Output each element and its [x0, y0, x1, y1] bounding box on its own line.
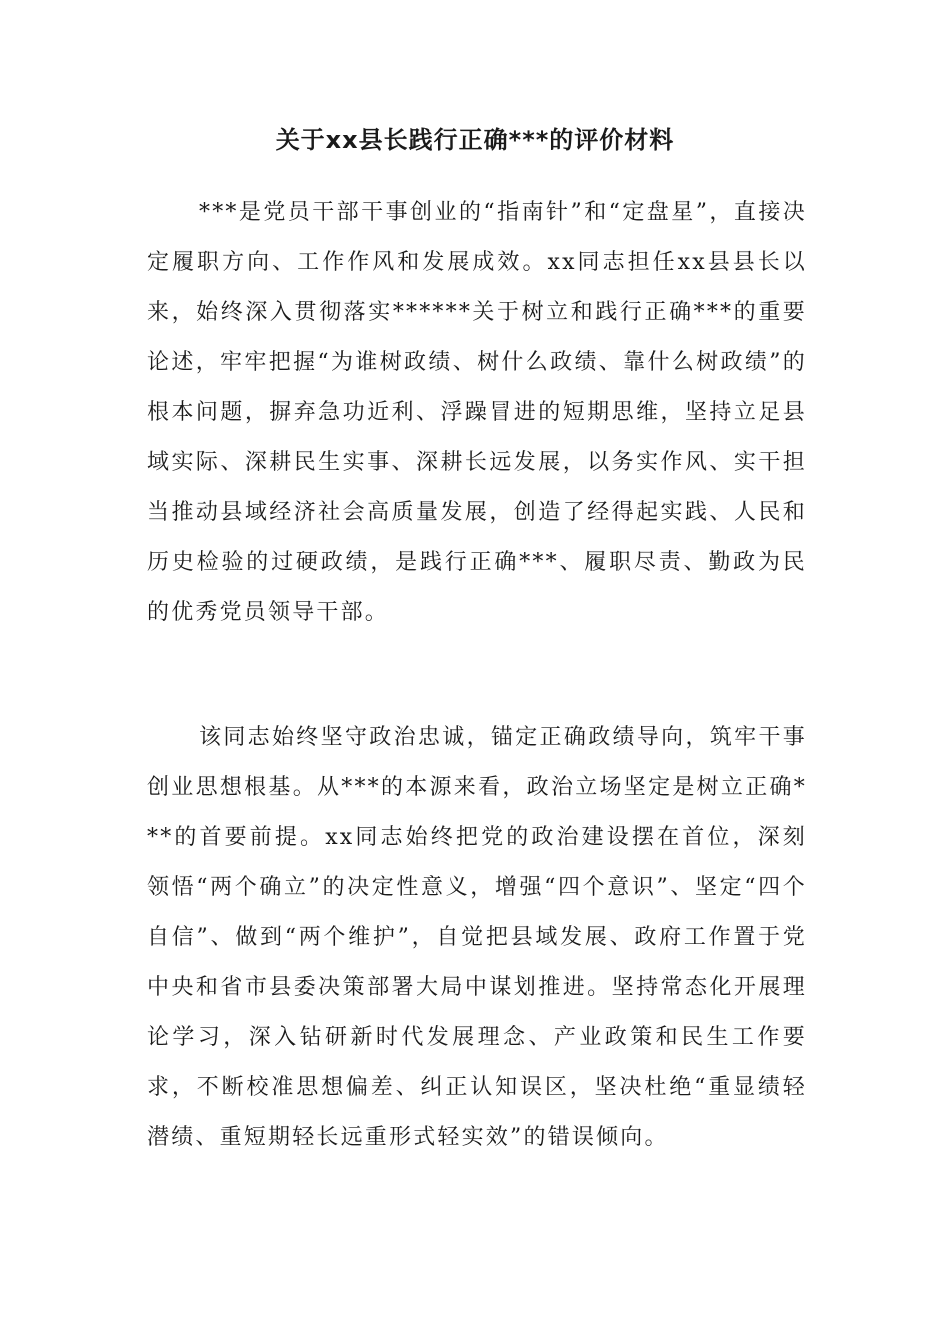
document-title: 关于xx县长践行正确***的评价材料 — [275, 126, 675, 154]
body-paragraph-1: ***是党员干部干事创业的“指南针”和“定盘星”，直接决定履职方向、工作作风和发展成效。xx同志担任xx县县长以来，始终深入贯彻落实******关于树立和践行正确***的重要论述，牢牢把握“为谁树政绩、树什么政绩、靠什么树政绩”的根本问题，摒弃急功近利、浮躁冒进的短期思维，坚持立足县域实际、深耕民生实事、深耕长远发展，以务实作风、实干担当推动县域经济社会高质量发展，创造了经得起实践、人民和历史检验的过硬政绩，是践行正确***、履职尽责、勤政为民的优秀党员领导干部。 — [147, 200, 807, 625]
body-paragraph-2: 该同志始终坚守政治忠诚，锚定正确政绩导向，筑牢干事创业思想根基。从***的本源来看，政治立场坚定是树立正确***的首要前提。xx同志始终把党的政治建设摆在首位，深刻领悟“两个确立”的决定性意义，增强“四个意识”、坚定“四个自信”、做到“两个维护”，自觉把县域发展、政府工作置于党中央和省市县委决策部署大局中谋划推进。坚持常态化开展理论学习，深入钻研新时代发展理念、产业政策和民生工作要求，不断校准思想偏差、纠正认知误区，坚决杜绝“重显绩轻潜绩、重短期轻长远重形式轻实效”的错误倾向。 — [147, 725, 807, 1150]
